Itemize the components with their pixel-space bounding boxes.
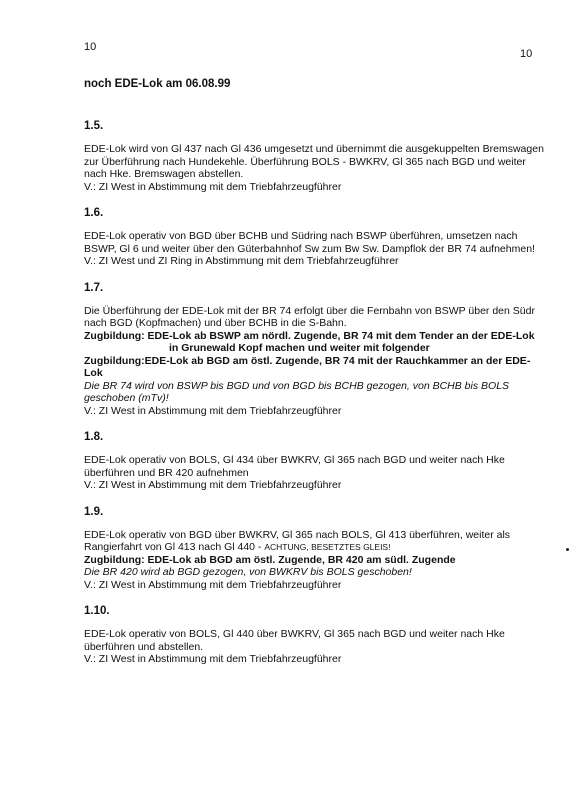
text-line: EDE-Lok wird von Gl 437 nach Gl 436 umgesetzt und übernimmt die ausgekuppelten Bremswagen xyxy=(84,143,544,155)
train-formation-line: Zugbildung:EDE-Lok ab BGD am östl. Zugende, BR 74 mit der Rauchkammer an der EDE-Lok xyxy=(84,354,531,379)
responsibility-line: V.: ZI West in Abstimmung mit dem Triebfahrzeugführer xyxy=(84,404,342,417)
italic-note-line: geschoben (mTv)! xyxy=(84,392,169,404)
section-heading: 1.7. xyxy=(84,281,104,294)
italic-note-line: Die BR 74 wird von BSWP bis BGD und von BGD bis BCHB gezogen, von BCHB bis BOLS xyxy=(84,379,510,392)
section-heading: 1.9. xyxy=(84,505,104,518)
section-1-6 xyxy=(84,207,546,268)
section-1-9 xyxy=(84,506,546,592)
section-1-5 xyxy=(84,120,546,193)
document-body xyxy=(84,78,546,680)
section-heading: 1.6. xyxy=(84,207,104,219)
text-line: EDE-Lok operativ von BGD über BWKRV, Gl 365 nach BOLS, Gl 413 überführen, weiter als xyxy=(84,528,511,541)
page-number-right: 10 xyxy=(520,48,533,60)
responsibility-line: V.: ZI West in Abstimmung mit dem Triebfahrzeugführer xyxy=(84,479,342,491)
train-formation-line: in Grunewald Kopf machen und weiter mit folgender xyxy=(169,342,430,354)
section-1-8 xyxy=(84,431,546,492)
text-line: Die Überführung der EDE-Lok mit der BR 74 erfolgt über die Fernbahn von BSWP über den Südr xyxy=(84,304,535,317)
responsibility-line: V.: ZI West in Abstimmung mit dem Triebfahrzeugführer xyxy=(84,653,342,665)
text-line-prefix: Rangierfahrt von Gl 413 nach Gl 440 - xyxy=(84,541,265,553)
train-formation-line: Zugbildung: EDE-Lok ab BGD am östl. Zugende, BR 420 am südl. Zugende xyxy=(84,553,456,566)
section-heading: 1.10. xyxy=(84,605,110,617)
text-line: BSWP, Gl 6 und weiter über den Güterbahnhof Sw zum Bw Sw. Dampflok der BR 74 aufnehmen! xyxy=(84,242,535,255)
text-line: nach Hke. Bremswagen abstellen. xyxy=(84,168,244,180)
responsibility-line: V.: ZI West in Abstimmung mit dem Triebfahrzeugführer xyxy=(84,180,342,193)
warning-text: ACHTUNG, BESETZTES GLEIS! xyxy=(264,542,391,552)
responsibility-line: V.: ZI West und ZI Ring in Abstimmung mit dem Triebfahrzeugführer xyxy=(84,255,399,267)
text-line: nach BGD (Kopfmachen) und über BCHB in die S-Bahn. xyxy=(84,317,347,329)
page-title: noch EDE-Lok am 06.08.99 xyxy=(84,78,231,90)
text-line: überführen und abstellen. xyxy=(84,640,204,653)
train-formation-line: Zugbildung: EDE-Lok ab BSWP am nördl. Zugende, BR 74 mit dem Tender an der EDE-Lok xyxy=(84,329,535,342)
page-number-left: 10 xyxy=(84,41,97,53)
section-heading: 1.5. xyxy=(84,120,104,132)
italic-note-line: Die BR 420 wird ab BGD gezogen, von BWKRV bis BOLS geschoben! xyxy=(84,566,412,578)
section-1-7 xyxy=(84,282,546,418)
text-line: EDE-Lok operativ von BOLS, Gl 434 über BWKRV, Gl 365 nach BGD und weiter nach Hke xyxy=(84,454,505,466)
text-line: zur Überführung nach Hundekehle. Überführung BOLS - BWKRV, Gl 365 nach BGD und weiter xyxy=(84,155,526,168)
text-line: EDE-Lok operativ von BGD über BCHB und Südring nach BSWP überführen, umsetzen nach xyxy=(84,230,518,242)
section-heading: 1.8. xyxy=(84,431,104,443)
responsibility-line: V.: ZI West in Abstimmung mit dem Triebfahrzeugführer xyxy=(84,578,342,591)
section-1-10 xyxy=(84,605,546,666)
scan-speck xyxy=(566,548,569,551)
text-line: überführen und BR 420 aufnehmen xyxy=(84,466,249,479)
text-line xyxy=(84,541,546,554)
text-line: EDE-Lok operativ von BOLS, Gl 440 über BWKRV, Gl 365 nach BGD und weiter nach Hke xyxy=(84,628,505,640)
